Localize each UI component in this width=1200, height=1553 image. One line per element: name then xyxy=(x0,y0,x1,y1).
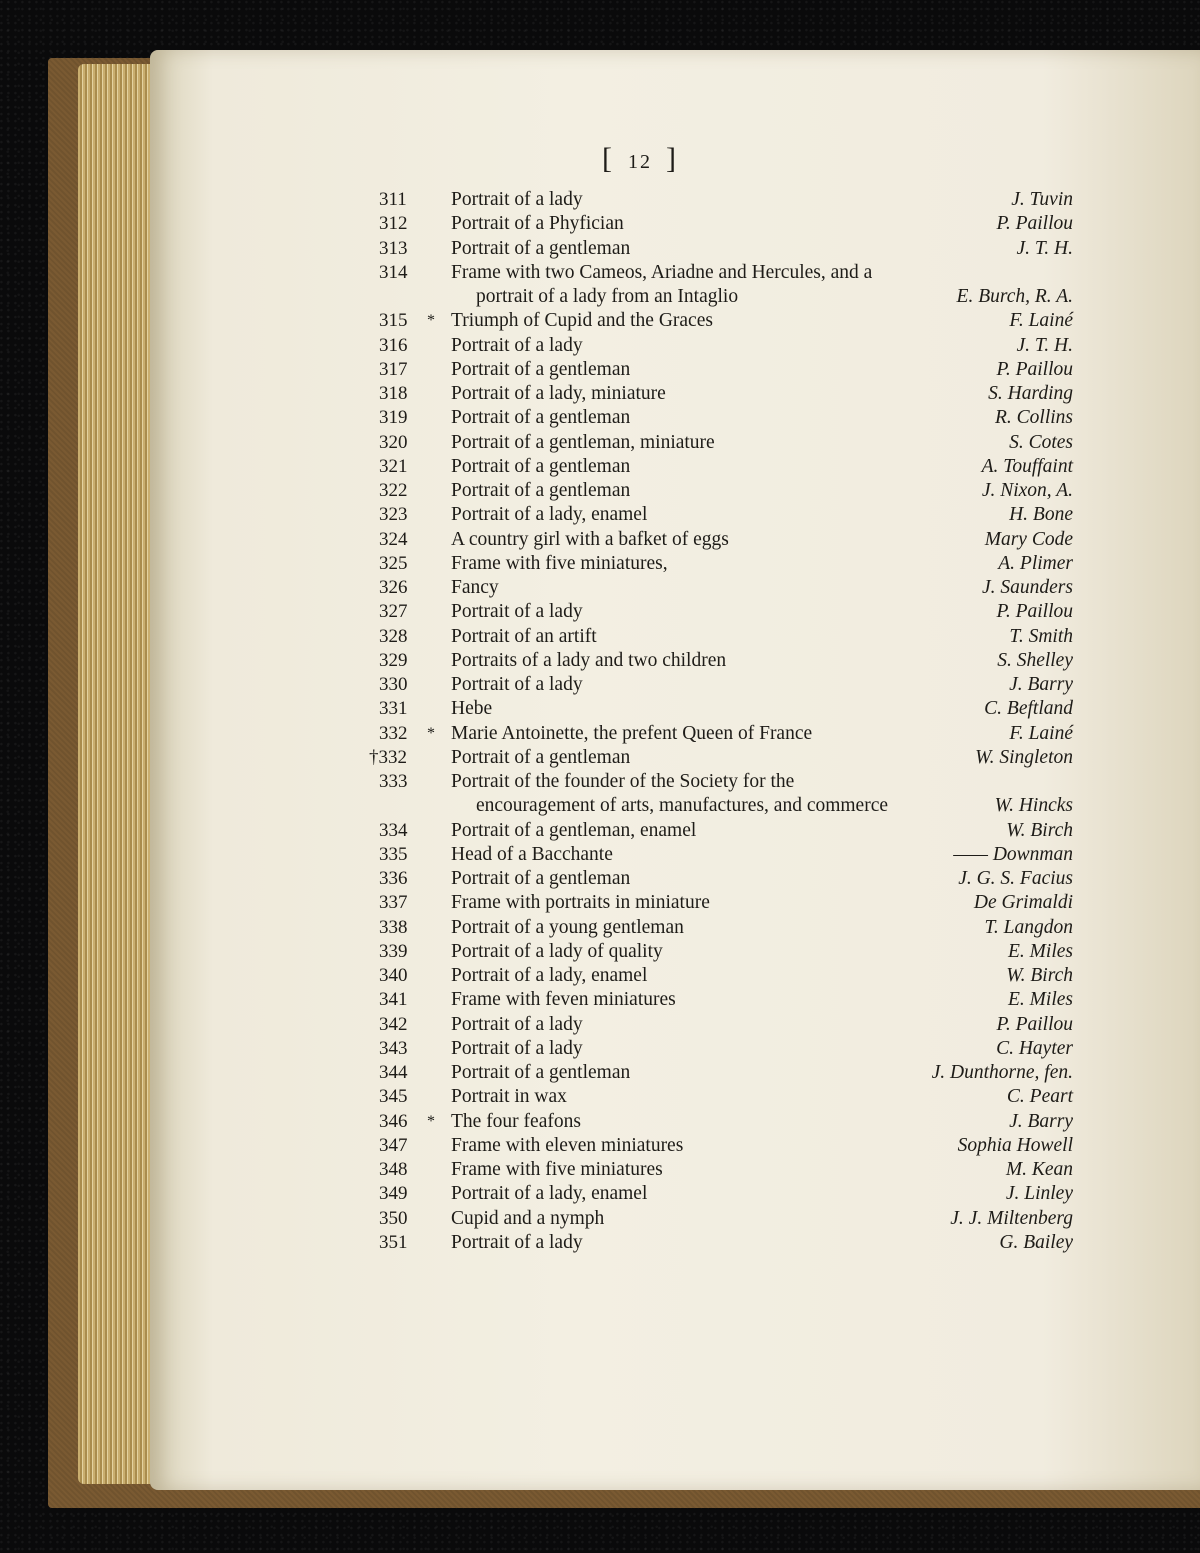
entry-artist: C. Hayter xyxy=(996,1037,1073,1059)
entry-artist: W. Hincks xyxy=(994,795,1073,817)
entry-title: Cupid and a nymph xyxy=(451,1207,605,1229)
catalogue-entry xyxy=(0,964,1200,988)
entry-title: Portrait of a lady, enamel xyxy=(451,504,648,526)
entry-mark: * xyxy=(427,724,435,742)
entry-title: Portrait of a gentleman xyxy=(451,746,631,768)
entry-title: portrait of a lady from an Intaglio xyxy=(476,286,739,307)
catalogue-entry xyxy=(0,1085,1200,1109)
entry-artist: M. Kean xyxy=(1005,1159,1073,1180)
entry-artist: J. G. S. Facius xyxy=(958,868,1073,889)
entry-title: Portraits of a lady and two children xyxy=(451,649,727,671)
catalogue-entry xyxy=(0,600,1200,624)
entry-mark: * xyxy=(427,1112,435,1130)
entry-number: 338 xyxy=(379,916,408,938)
entry-artist: W. Birch xyxy=(1006,819,1073,841)
entry-number: 317 xyxy=(379,358,408,380)
catalogue-entry xyxy=(0,552,1200,576)
entry-number: 321 xyxy=(379,455,408,477)
entry-number: 328 xyxy=(379,625,408,647)
entry-title: Portrait of a gentleman xyxy=(451,1062,631,1083)
entry-title: Portrait of a lady of quality xyxy=(451,940,663,962)
entry-title: Portrait of a gentleman xyxy=(451,455,631,477)
entry-number: 344 xyxy=(379,1062,408,1083)
header-bracket-left: [ xyxy=(602,142,614,175)
entry-number: 329 xyxy=(379,649,408,671)
entry-artist: Mary Code xyxy=(984,528,1073,550)
entry-title: Frame with portraits in miniature xyxy=(451,892,710,914)
entry-artist: De Grimaldi xyxy=(973,892,1073,914)
entry-artist: T. Langdon xyxy=(984,916,1073,938)
entry-number: 335 xyxy=(379,843,408,865)
entry-title: Portrait in wax xyxy=(451,1086,567,1108)
entry-artist: J. J. Miltenberg xyxy=(950,1207,1073,1229)
entry-artist: R. Collins xyxy=(994,407,1073,429)
entry-title: Portrait of an artift xyxy=(451,625,597,647)
entry-artist: W. Birch xyxy=(1006,965,1073,986)
catalogue-entry xyxy=(0,819,1200,843)
entry-title: Portrait of a young gentleman xyxy=(451,916,684,938)
entry-artist: P. Paillou xyxy=(996,601,1073,623)
entry-title: Frame with five miniatures xyxy=(451,1159,663,1180)
catalogue-entry xyxy=(0,406,1200,430)
entry-title: Head of a Bacchante xyxy=(451,843,613,865)
entry-number: 313 xyxy=(379,237,408,259)
catalogue-entry xyxy=(0,212,1200,236)
catalogue-entry xyxy=(0,916,1200,940)
entry-artist: G. Bailey xyxy=(999,1231,1073,1253)
catalogue-entry xyxy=(0,382,1200,406)
entry-title: Frame with five miniatures, xyxy=(451,552,668,574)
entry-title: Portrait of a lady xyxy=(451,334,583,356)
entry-title: Portrait of a gentleman xyxy=(451,868,631,889)
entry-number: 318 xyxy=(379,383,408,404)
entry-number: 331 xyxy=(379,698,408,720)
entry-number: 330 xyxy=(379,674,408,695)
entry-artist: J. T. H. xyxy=(1016,237,1073,259)
entry-number: 346 xyxy=(379,1110,408,1132)
catalogue-entry xyxy=(0,285,1200,309)
catalogue-entry xyxy=(0,1037,1200,1061)
catalogue-entry xyxy=(0,431,1200,455)
entry-artist: E. Miles xyxy=(1008,989,1073,1011)
entry-artist: J. Dunthorne, fen. xyxy=(931,1062,1073,1083)
header-bracket-right: ] xyxy=(666,142,678,175)
entry-artist: Sophia Howell xyxy=(957,1134,1073,1156)
catalogue-entry xyxy=(0,649,1200,673)
entry-number: 337 xyxy=(379,892,408,914)
entry-title: Portrait of a gentleman, miniature xyxy=(451,431,715,453)
entry-number: 311 xyxy=(379,189,407,210)
entry-number: 315 xyxy=(379,310,408,332)
entry-artist: C. Beftland xyxy=(984,698,1073,720)
entry-number: 316 xyxy=(379,334,408,356)
entry-number: 312 xyxy=(379,213,408,235)
catalogue-entry xyxy=(0,334,1200,358)
entry-title: Portrait of a lady xyxy=(451,674,583,695)
entry-artist: J. Barry xyxy=(1009,674,1073,695)
catalogue-entry xyxy=(0,794,1200,818)
entry-title: Frame with feven miniatures xyxy=(451,989,676,1011)
entry-title: Portrait of a lady xyxy=(451,1231,583,1253)
entry-title: Portrait of a lady xyxy=(451,601,583,623)
catalogue-entry xyxy=(0,1013,1200,1037)
page-number: 12 xyxy=(628,151,652,173)
entry-title: Portrait of a lady xyxy=(451,1037,583,1059)
entry-title: Frame with eleven miniatures xyxy=(451,1134,684,1156)
entry-artist: E. Miles xyxy=(1008,940,1073,962)
entry-number: 339 xyxy=(379,940,408,962)
entry-number: 350 xyxy=(379,1207,408,1229)
catalogue-entry xyxy=(0,237,1200,261)
entry-number: 340 xyxy=(379,965,408,986)
entry-number: 322 xyxy=(379,480,408,501)
entry-artist: P. Paillou xyxy=(996,358,1073,380)
catalogue-entry xyxy=(0,576,1200,600)
entry-number: 323 xyxy=(379,504,408,526)
catalogue-entry xyxy=(0,843,1200,867)
catalogue-entry xyxy=(0,261,1200,285)
entry-title: Portrait of a gentleman xyxy=(451,358,631,380)
entry-title: Frame with two Cameos, Ariadne and Hercules, and a xyxy=(451,261,873,283)
entry-title: Portrait of a gentleman xyxy=(451,480,631,501)
entry-number: 341 xyxy=(379,989,408,1011)
catalogue-entry xyxy=(0,1182,1200,1206)
catalogue-entry xyxy=(0,188,1200,212)
entry-artist: J. Saunders xyxy=(982,577,1073,598)
catalogue-entry xyxy=(0,770,1200,794)
entry-title: Fancy xyxy=(451,577,499,598)
entry-number: 327 xyxy=(379,601,408,623)
entry-mark: * xyxy=(427,312,435,330)
entry-number: 348 xyxy=(379,1159,408,1180)
entry-title: Portrait of the founder of the Society for the xyxy=(451,771,795,792)
entry-title: Portrait of a gentleman, enamel xyxy=(451,819,697,841)
entry-number: 325 xyxy=(379,552,408,574)
catalogue-entry xyxy=(0,1207,1200,1231)
catalogue-entry xyxy=(0,673,1200,697)
entry-title: The four feafons xyxy=(451,1110,581,1132)
entry-artist: W. Singleton xyxy=(975,746,1073,768)
entry-artist: S. Shelley xyxy=(997,649,1073,671)
catalogue-entry xyxy=(0,1110,1200,1134)
entry-artist: J. Nixon, A. xyxy=(981,480,1073,501)
catalogue-entry xyxy=(0,528,1200,552)
entry-number: 333 xyxy=(379,771,408,792)
entry-artist: —— Downman xyxy=(953,843,1073,865)
entry-number: 336 xyxy=(379,868,408,889)
entry-number: 351 xyxy=(379,1231,408,1253)
catalogue-entry xyxy=(0,988,1200,1012)
entry-artist: S. Harding xyxy=(988,383,1073,404)
catalogue-entry xyxy=(0,1134,1200,1158)
entry-number: 324 xyxy=(379,528,408,550)
entry-number: 345 xyxy=(379,1086,408,1108)
catalogue-entry xyxy=(0,479,1200,503)
entry-number: 349 xyxy=(379,1183,408,1205)
entry-title: Portrait of a gentleman xyxy=(451,237,631,259)
entry-artist: A. Touffaint xyxy=(981,455,1073,477)
catalogue-entry xyxy=(0,697,1200,721)
entry-number: 326 xyxy=(379,577,408,598)
entry-artist: E. Burch, R. A. xyxy=(956,286,1073,307)
catalogue-entry xyxy=(0,746,1200,770)
page-header xyxy=(40,142,1200,176)
catalogue-entry xyxy=(0,309,1200,333)
entry-number: 319 xyxy=(379,407,408,429)
catalogue-entry xyxy=(0,503,1200,527)
entry-number: †332 xyxy=(369,746,407,768)
entry-title: Marie Antoinette, the prefent Queen of France xyxy=(451,722,813,744)
catalogue-entry xyxy=(0,891,1200,915)
entry-title: Portrait of a lady xyxy=(451,1013,583,1035)
entry-number: 342 xyxy=(379,1013,408,1035)
catalogue-entry xyxy=(0,867,1200,891)
entry-artist: J. Tuvin xyxy=(1011,189,1073,210)
catalogue-entry xyxy=(0,1231,1200,1255)
entry-number: 314 xyxy=(379,261,408,283)
entry-artist: F. Lainé xyxy=(1009,722,1073,744)
entry-number: 332 xyxy=(379,722,408,744)
entry-number: 320 xyxy=(379,431,408,453)
catalogue-entry xyxy=(0,358,1200,382)
entry-title: Triumph of Cupid and the Graces xyxy=(451,310,713,332)
entry-title: Hebe xyxy=(451,698,493,720)
entry-artist: F. Lainé xyxy=(1009,310,1073,332)
entry-title: Portrait of a gentleman xyxy=(451,407,631,429)
entry-artist: J. Linley xyxy=(1005,1183,1073,1205)
catalogue-entry xyxy=(0,1061,1200,1085)
entry-number: 343 xyxy=(379,1037,408,1059)
entry-title: A country girl with a bafket of eggs xyxy=(451,528,729,550)
entry-number: 334 xyxy=(379,819,408,841)
entry-artist: T. Smith xyxy=(1009,625,1073,647)
entry-title: Portrait of a Phyfician xyxy=(451,213,624,235)
entry-title: encouragement of arts, manufactures, and commerce xyxy=(476,795,889,817)
catalogue-entry xyxy=(0,455,1200,479)
entry-artist: S. Cotes xyxy=(1009,431,1073,453)
catalogue-entry xyxy=(0,1158,1200,1182)
entry-title: Portrait of a lady, enamel xyxy=(451,965,648,986)
entry-artist: P. Paillou xyxy=(996,213,1073,235)
entry-title: Portrait of a lady, miniature xyxy=(451,383,666,404)
entry-artist: P. Paillou xyxy=(996,1013,1073,1035)
catalogue-entry xyxy=(0,625,1200,649)
entry-artist: J. Barry xyxy=(1009,1110,1073,1132)
entry-number: 347 xyxy=(379,1134,408,1156)
entry-title: Portrait of a lady, enamel xyxy=(451,1183,648,1205)
entry-title: Portrait of a lady xyxy=(451,189,583,210)
entry-artist: H. Bone xyxy=(1009,504,1073,526)
catalogue-entry xyxy=(0,940,1200,964)
catalogue-entry xyxy=(0,722,1200,746)
entry-artist: A. Plimer xyxy=(998,552,1073,574)
entry-artist: C. Peart xyxy=(1006,1086,1073,1108)
entry-artist: J. T. H. xyxy=(1016,334,1073,356)
